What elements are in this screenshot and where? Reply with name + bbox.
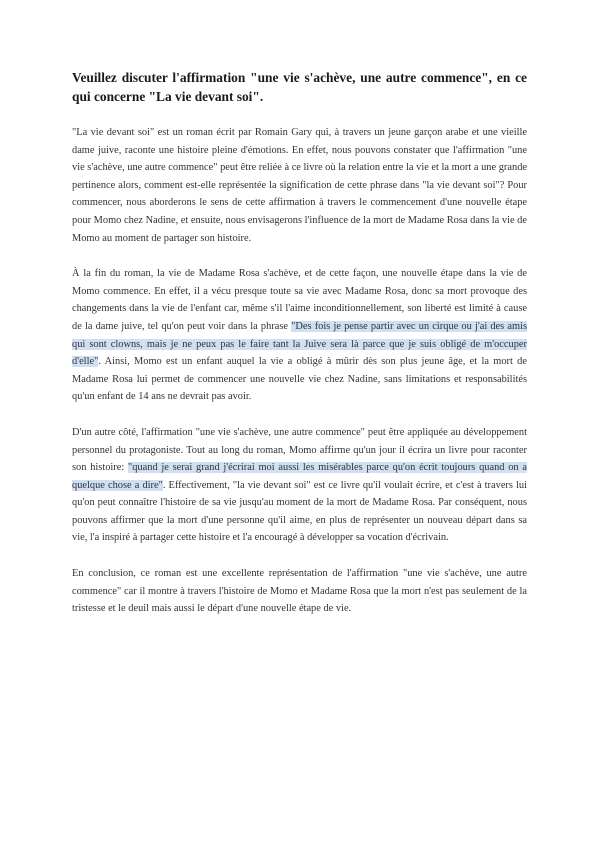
paragraph-text: . Effectivement, "la vie devant soi" est ce livre qu'il voulait écrire, et c'est à travers lui qu'on peut connaître l'histoire de sa vie jusqu'au moment de la mort de Madame Rosa. Par conséquent, nous pouvons affirmer que la mort d'une personne qu'il aime, en plus de représenter un nouveau départ dans sa vie, l'a inspiré à partager cette histoire et l'a encouragé à développer sa vocation d'écrivain.: [72, 479, 527, 544]
paragraph-text: D'un autre côté, l'affirmation "une vie s'achève, une autre commence" peut être appliquée au développement personnel du protagoniste. Tout au long du roman, Momo affirme qu'un jour il écrira un livre pour raconter son histoire:: [72, 426, 527, 474]
paragraph-text: En conclusion, ce roman est une excellente représentation de l'affirmation "une vie s'achève, une autre commence" car il montre à travers l'histoire de Momo et Madame Rosa que la mort n'est pas seulement de la tristesse et le deuil mais aussi le départ d'une nouvelle étape de vie.: [72, 568, 527, 615]
document-title: Veuillez discuter l'affirmation "une vie s'achève, une autre commence", en ce qui concerne "La vie devant soi".: [72, 70, 527, 104]
highlighted-quote[interactable]: "Des fois je pense partir avec un cirque ou j'ai des amis qui sont clowns, mais je ne peux pas le faire tant la Juive sera là parce que je suis obligé de m'occuper d'elle": [72, 320, 527, 368]
paragraph-text: . Ainsi, Momo est un enfant auquel la vie a obligé à mûrir dès son plus jeune âge, et la mort de Madame Rosa lui permet de commencer une nouvelle vie chez Nadine, sans limitations et responsabilités qu'un enfant de 14 ans ne devrait pas avoir.: [72, 356, 527, 403]
document-page: [72, 68, 527, 636]
paragraph-text: "La vie devant soi" est un roman écrit par Romain Gary qui, à travers un jeune garçon arabe et une vieille dame juive, raconte une histoire pleine d'émotions. En effet, nous pouvons constater que l'affirmation "une vie s'achève, une autre commence" peut être reliée à ce livre où la relation entre la vie et la mort a une grande pertinence alors, comment est-elle représentée la signification de cette phrase dans "la vie devant soi"? Pour commencer, nous aborderons le sens de cette affirmation à travers le commencement d'une nouvelle étape pour Momo chez Nadine, et ensuite, nous envisagerons l'influence de la mort de Madame Rosa dans la vie de Momo au moment de partager son histoire.: [72, 127, 527, 244]
highlighted-quote[interactable]: "quand je serai grand j'écrirai moi aussi les misérables parce qu'on écrit toujours quand on a quelque chose a dire": [72, 462, 527, 491]
paragraph-personal-development: [72, 424, 527, 547]
paragraph-introduction: [72, 124, 527, 247]
paragraph-new-stage: [72, 265, 527, 406]
paragraph-conclusion: [72, 565, 527, 618]
paragraph-text: À la fin du roman, la vie de Madame Rosa s'achève, et de cette façon, une nouvelle étape dans la vie de Momo commence. En effet, il a vécu presque toute sa vie avec Madame Rosa, donc sa mort provoque des changements dans la vie de l'enfant car, même s'il l'aime inconditionnellement, son liberté est limité à cause de la dame juive, tel qu'on peut voir dans la phrase: [72, 268, 527, 332]
